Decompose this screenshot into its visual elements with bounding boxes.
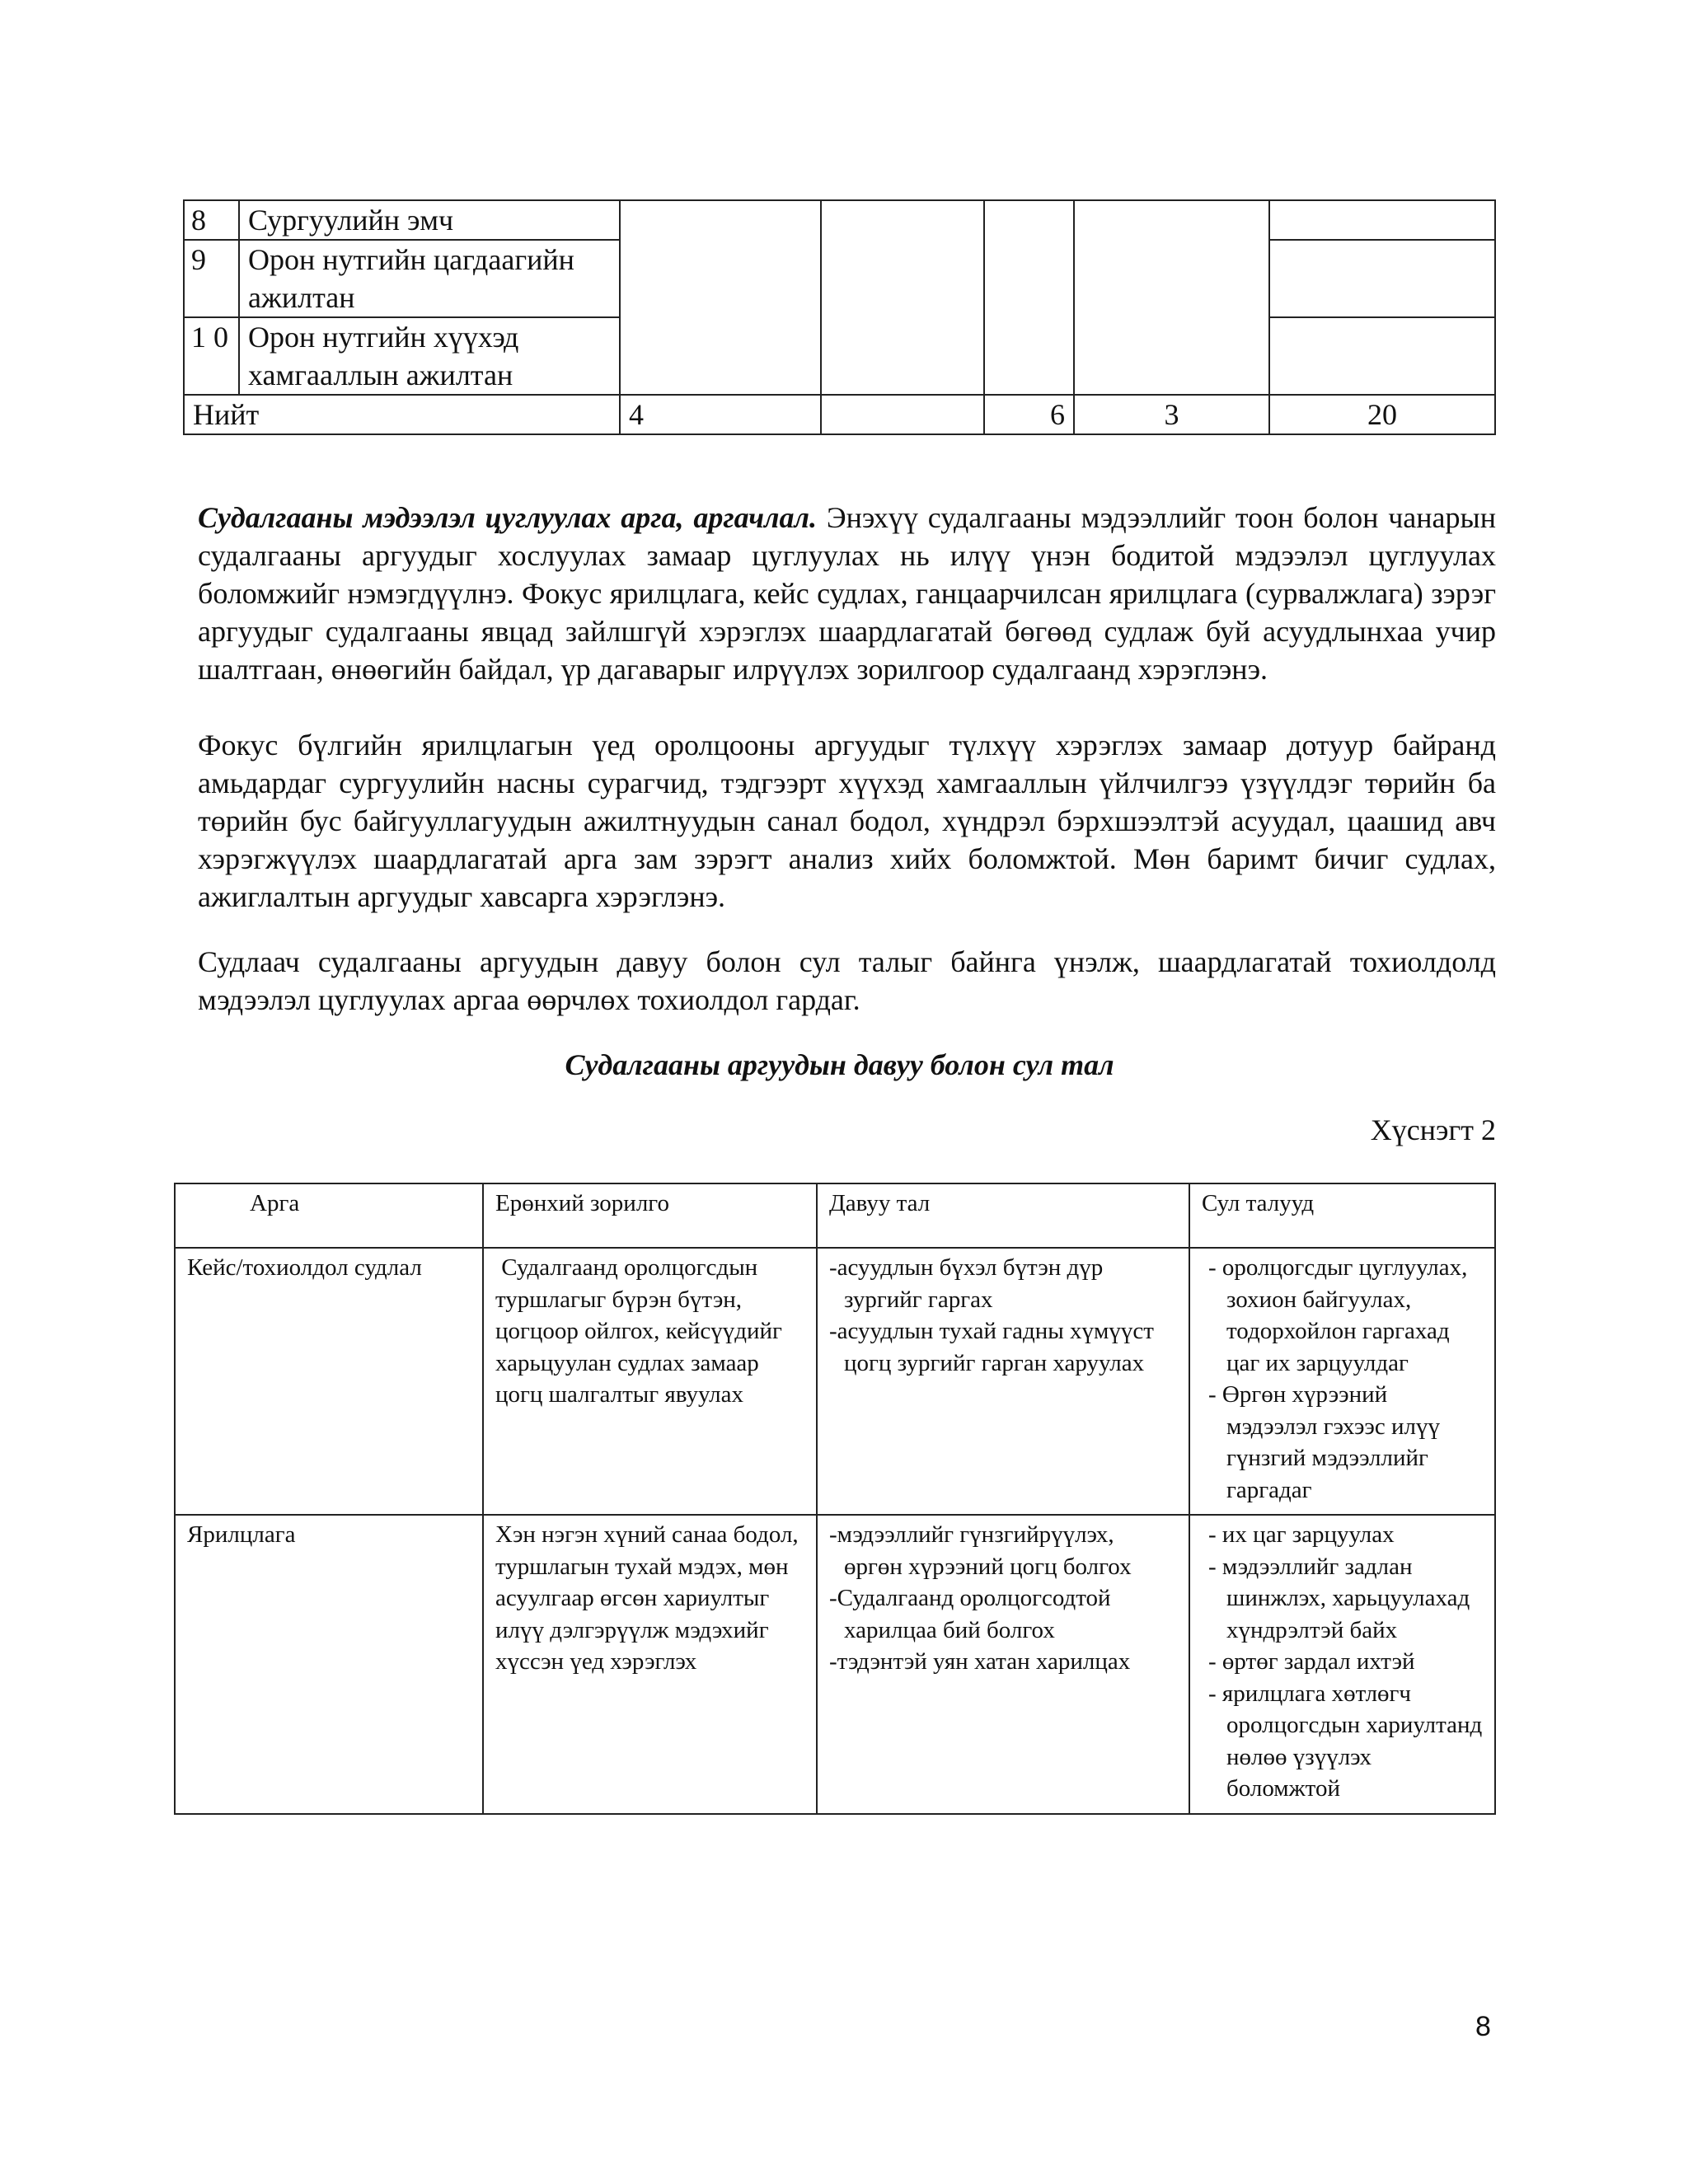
table-row bbox=[175, 1515, 1495, 1814]
list-item: - их цаг зарцуулах bbox=[1208, 1521, 1395, 1548]
list-item: -асуудлын бүхэл бүтэн дүр зургийг гаргах bbox=[829, 1254, 1104, 1313]
list-item: - мэдээллийг задлан шинжлэх, харьцуулахад хүндрэлтэй байх bbox=[1208, 1553, 1470, 1643]
column-header: Арга bbox=[175, 1183, 483, 1248]
participants-table bbox=[183, 199, 1496, 435]
cons-cell bbox=[1189, 1515, 1495, 1814]
pros-cell bbox=[817, 1248, 1189, 1515]
empty-cell bbox=[1269, 317, 1495, 395]
list-item: -мэдээллийг гүнзгийрүүлэх, өргөн хүрээний цогц болгох bbox=[829, 1521, 1132, 1580]
method-cell: Кейс/тохиолдол судлал bbox=[175, 1248, 483, 1515]
table-row bbox=[184, 200, 1495, 240]
list-item: - Өргөн хүрээний мэдээлэл гэхээс илүү гүнзгий мэдээллийг гаргадаг bbox=[1208, 1381, 1440, 1503]
table-title: Судалгааны аргуудын давуу болон сул тал bbox=[565, 1048, 1114, 1081]
total-value: 6 bbox=[984, 395, 1074, 434]
paragraph-evaluation: Судлаач судалгааны аргуудын давуу болон сул талыг байнга үнэлж, шаардлагатай тохиолдолд мэдээлэл цуглуулах аргаа өөрчлөх тохиолдол гардаг. bbox=[198, 945, 1496, 1016]
total-value: 4 bbox=[620, 395, 821, 434]
method-cell: Ярилцлага bbox=[175, 1515, 483, 1814]
total-row bbox=[184, 395, 1495, 434]
list-item: -тэдэнтэй уян хатан харилцах bbox=[829, 1648, 1131, 1675]
empty-cell bbox=[821, 200, 984, 395]
empty-cell bbox=[1269, 200, 1495, 240]
row-number: 8 bbox=[184, 200, 239, 240]
goal-cell: Судалгаанд оролцогсдын туршлагыг бүрэн бүтэн, цогцоор ойлгох, кейсүүдийг харьцуулан судлах замаар цогц шалгалтыг явуулах bbox=[483, 1248, 817, 1515]
total-value bbox=[821, 395, 984, 434]
pros-cell bbox=[817, 1515, 1189, 1814]
list-item: -Судалгаанд оролцогсодтой харилцаа бий болгох bbox=[829, 1585, 1111, 1643]
list-item: - өртөг зардал ихтэй bbox=[1208, 1648, 1415, 1675]
methods-table bbox=[174, 1183, 1496, 1815]
page-number: 8 bbox=[1475, 2011, 1491, 2042]
total-label: Нийт bbox=[184, 395, 620, 434]
list-item: - оролцогсдыг цуглуулах, зохион байгуулах, тодорхойлон гаргахад цаг их зарцуулдаг bbox=[1208, 1254, 1468, 1376]
list-item: -асуудлын тухай гадны хүмүүст цогц зургийг гарган харуулах bbox=[829, 1318, 1154, 1376]
list-item: - ярилцлага хөтлөгч оролцогсдын хариултанд нөлөө үзүүлэх боломжтой bbox=[1208, 1680, 1483, 1802]
empty-cell bbox=[620, 200, 821, 395]
column-header: Давуу тал bbox=[817, 1183, 1189, 1248]
row-number: 1 0 bbox=[184, 317, 239, 395]
paragraph-focus-group: Фокус бүлгийн ярилцлагын үед оролцооны аргуудыг түлхүү хэрэглэх замаар дотуур байранд амьдардаг сургуулийн насны сурагчид, тэдгээрт хүүхэд хамгааллын үйлчилгээ үзүүлдэг төрийн ба төрийн бус байгууллагуудын ажилтнуудын санал бодол, хүндрэл бэрхшээлтэй асуудал, цаашид авч хэрэгжүүлэх шаардлагатай арга зам зэрэгт анализ хийх боломжтой. Мөн баримт бичиг судлах, ажиглалтын аргуудыг хавсарга хэрэглэнэ. bbox=[198, 729, 1496, 913]
empty-cell bbox=[1269, 240, 1495, 317]
paragraph-methods bbox=[198, 499, 1496, 688]
total-value: 3 bbox=[1074, 395, 1269, 434]
total-value: 20 bbox=[1269, 395, 1495, 434]
paragraph-text: Энэхүү судалгааны мэдээллийг тоон болон чанарын судалгааны аргуудыг хослуулах замаар цуглуулах нь илүү үнэн бодитой мэдээлэл цуглуулах боломжийг нэмэгдүүлнэ. Фокус ярилцлага, кейс судлах, ганцаарчилсан ярилцлага (сурвалжлага) зэрэг аргуудыг судалгааны явцад зайлшгүй хэрэглэх шаардлагатай бөгөөд судлаж буй асуудлынхаа учир шалтгаан, өнөөгийн байдал, үр дагаварыг илрүүлэх зорилгоор судалгаанд хэрэглэнэ. bbox=[198, 501, 1496, 686]
role-cell: Орон нутгийн хүүхэд хамгааллын ажилтан bbox=[239, 317, 620, 395]
cons-cell bbox=[1189, 1248, 1495, 1515]
table-label: Хүснэгт 2 bbox=[1370, 1113, 1496, 1146]
column-header: Ерөнхий зорилго bbox=[483, 1183, 817, 1248]
table-header-row bbox=[175, 1183, 1495, 1248]
empty-cell bbox=[1074, 200, 1269, 395]
role-cell: Орон нутгийн цагдаагийн ажилтан bbox=[239, 240, 620, 317]
section-heading: Судалгааны мэдээлэл цуглуулах арга, аргачлал. bbox=[198, 501, 817, 534]
role-cell: Сургуулийн эмч bbox=[239, 200, 620, 240]
goal-cell: Хэн нэгэн хүний санаа бодол, туршлагын тухай мэдэх, мөн асуулгаар өгсөн хариултыг илүү дэлгэрүүлж мэдэхийг хүссэн үед хэрэглэх bbox=[483, 1515, 817, 1814]
table-row bbox=[175, 1248, 1495, 1515]
row-number: 9 bbox=[184, 240, 239, 317]
column-header: Сул талууд bbox=[1189, 1183, 1495, 1248]
empty-cell bbox=[984, 200, 1074, 395]
